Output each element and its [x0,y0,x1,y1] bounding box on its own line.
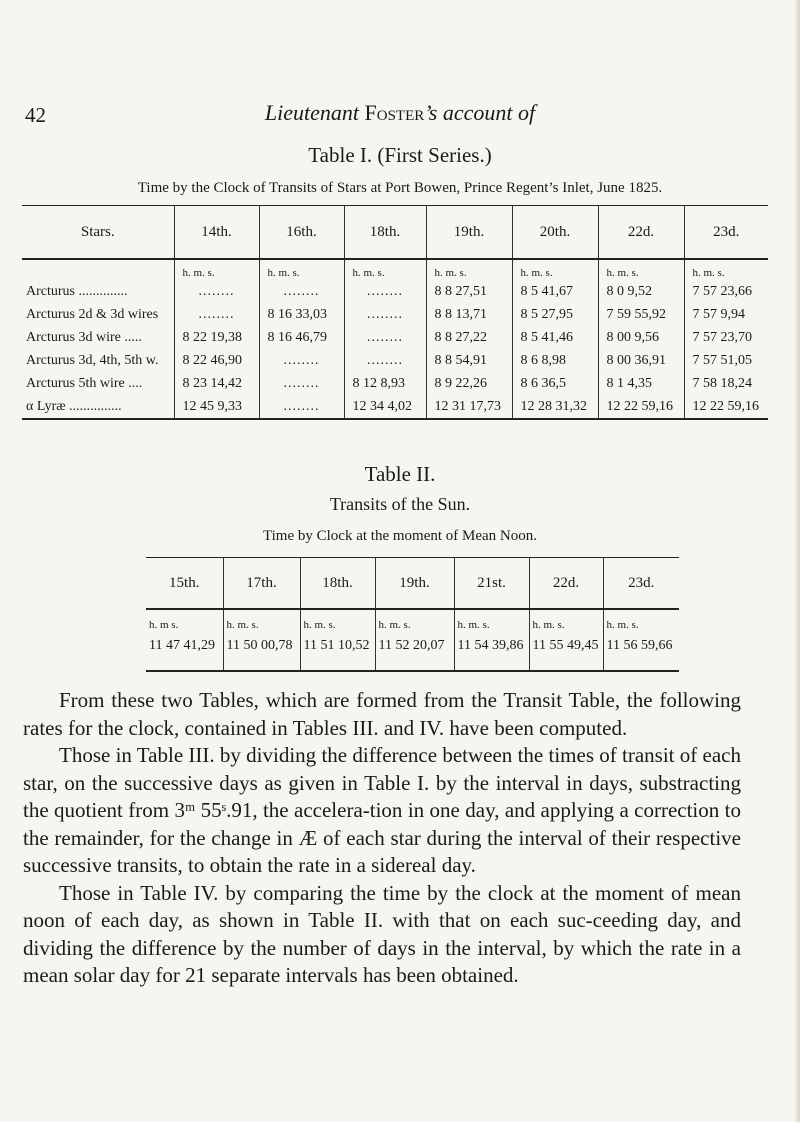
table1-cell: 8 8 54,91 [426,349,512,372]
table1-cell: 8 8 27,51 [426,280,512,303]
paragraph: From these two Tables, which are formed from the Transit Table, the following rates for the clock, contained in Tables III. and IV. have been computed. [23,688,741,740]
table2-cell: 11 52 20,07 [375,632,454,671]
table1-col-header: 19th. [426,206,512,260]
table2-cell: 11 51 10,52 [300,632,375,671]
table1-cell: 8 0 9,52 [598,280,684,303]
table1-units: h. m. s. [426,259,512,280]
table1-cell: 8 12 8,93 [344,372,426,395]
table2-units: h. m. s. [300,609,375,632]
table1-cell: 7 57 23,70 [692,329,752,345]
table2-header-row [146,558,679,610]
table1-cell: 12 22 59,16 [692,398,759,414]
table1-cell: 12 34 4,02 [344,395,426,419]
table2-units: h. m. s. [606,619,639,631]
running-head-suffix: ’s account of [424,100,536,125]
table2-units: h. m. s. [454,609,529,632]
table1-cell: 8 16 46,79 [259,326,344,349]
table1-cell: ........ [259,395,344,419]
table1-cell: ........ [174,280,259,303]
table2-col-header: 17th. [223,558,300,610]
table1-cell: ........ [259,349,344,372]
table1-cell: 8 23 14,42 [174,372,259,395]
table2-cell: 11 56 59,66 [606,638,673,653]
table1-cell: 8 5 41,46 [512,326,598,349]
body-text [23,687,741,990]
table-row [146,632,679,671]
table1-star-name: Arcturus 3d, 4th, 5th w. [22,349,174,372]
table2-col-header: 22d. [529,558,603,610]
table2-title: Table II. [364,462,436,486]
table1-cell: 8 1 4,35 [598,372,684,395]
table-row [22,280,768,303]
running-head-name: Foster [364,100,425,125]
table1-cell: 8 8 27,22 [426,326,512,349]
table2-units: h. m. s. [375,609,454,632]
table2-col-header: 19th. [375,558,454,610]
table1-cell: 12 31 17,73 [426,395,512,419]
table1-units: h. m. s. [174,259,259,280]
table2-col-header: 23d. [603,558,679,610]
table2-col-header: 18th. [300,558,375,610]
table1-cell: ........ [344,349,426,372]
table-row [22,303,768,326]
table2-units: h. m. s. [223,609,300,632]
table1-col-header: 20th. [512,206,598,260]
table1-cell: 8 22 46,90 [174,349,259,372]
table1-cell: 8 22 19,38 [174,326,259,349]
table1-cell: 8 00 9,56 [598,326,684,349]
table1-cell: 12 28 31,32 [512,395,598,419]
table1-cell: ........ [174,303,259,326]
table1-cell [22,259,174,280]
table1-cell: 7 57 51,05 [692,352,752,368]
table1-units: h. m. s. [692,267,725,279]
table1-cell: 8 16 33,03 [259,303,344,326]
table1-cell: 8 9 22,26 [426,372,512,395]
table1-units-row [22,259,768,280]
table1-cell: 12 22 59,16 [598,395,684,419]
table2-subtitle: Transits of the Sun. [329,494,471,514]
table1-cell: 7 57 23,66 [692,283,752,299]
table1-cell: 8 6 36,5 [512,372,598,395]
table2-units: h. m s. [146,609,223,632]
table2-caption: Time by Clock at the moment of Mean Noon. [263,528,537,544]
table1-col-header: 23d. [684,206,768,260]
table1-title: Table I. (First Series.) [308,143,492,167]
table1-cell: 8 00 36,91 [598,349,684,372]
page-number: 42 [25,103,46,127]
table2 [146,557,679,672]
table1-cell: ........ [259,280,344,303]
table2-cell: 11 50 00,78 [223,632,300,671]
table2-cell: 11 54 39,86 [454,632,529,671]
table1-cell: 7 58 18,24 [692,375,752,391]
table1-units: h. m. s. [259,259,344,280]
table1-cell: 12 45 9,33 [174,395,259,419]
table1-col-header: 16th. [259,206,344,260]
table1-col-header: 22d. [598,206,684,260]
table-row [22,395,768,419]
table2-col-header: 15th. [146,558,223,610]
table1-units: h. m. s. [512,259,598,280]
table1-star-name: Arcturus 3d wire ..... [22,326,174,349]
table1-star-name: Arcturus 5th wire .... [22,372,174,395]
table-row [22,372,768,395]
running-head [0,100,800,126]
table1-col-header: 14th. [174,206,259,260]
table1-star-name: Arcturus 2d & 3d wires [22,303,174,326]
table1-cell: ........ [344,280,426,303]
table1-col-header: 18th. [344,206,426,260]
table2-col-header: 21st. [454,558,529,610]
table1-cell: 7 57 9,94 [692,306,745,322]
table1-subtitle: Time by the Clock of Transits of Stars at Port Bowen, Prince Regent’s Inlet, June 1825. [137,180,663,196]
table1-cell: ........ [344,303,426,326]
table1-cell: ........ [259,372,344,395]
table1-units: h. m. s. [344,259,426,280]
paragraph: Those in Table III. by dividing the difference between the times of transit of each star, on the successive days as given in Table I. by the interval in days, substracting the quotient from 3ᵐ 55ˢ.91, the accelera-tion in one day, and applying a correction to the remainder, for the change in Æ of each star during the interval of their respective successive transits, to obtain the rate in a sidereal day. [23,743,741,877]
table1-cell: 8 8 13,71 [426,303,512,326]
table1-star-name: α Lyræ ............... [22,395,174,419]
table1-cell: ........ [344,326,426,349]
running-head-prefix: Lieutenant [264,100,365,125]
table1-cell: 8 5 41,67 [512,280,598,303]
table1-units: h. m. s. [598,259,684,280]
table1-cell: 8 5 27,95 [512,303,598,326]
table1-cell: 7 59 55,92 [598,303,684,326]
table2-cell: 11 47 41,29 [146,632,223,671]
table-row [22,326,768,349]
page-edge-shadow [794,0,800,1122]
paragraph: Those in Table IV. by comparing the time by the clock at the moment of mean noon of each day, as shown in Table II. with that on each suc-ceeding day, and dividing the difference by the number of days in the interval, by which the rate in a mean solar day for 21 separate intervals has been obtained. [23,880,741,987]
table1-col-header: Stars. [22,206,174,260]
table-row [22,349,768,372]
table1-cell: 8 6 8,98 [512,349,598,372]
table2-units-row [146,609,679,632]
table2-units: h. m. s. [529,609,603,632]
table1 [22,205,768,420]
table1-star-name: Arcturus .............. [22,280,174,303]
table1-header-row [22,206,768,260]
table2-cell: 11 55 49,45 [529,632,603,671]
